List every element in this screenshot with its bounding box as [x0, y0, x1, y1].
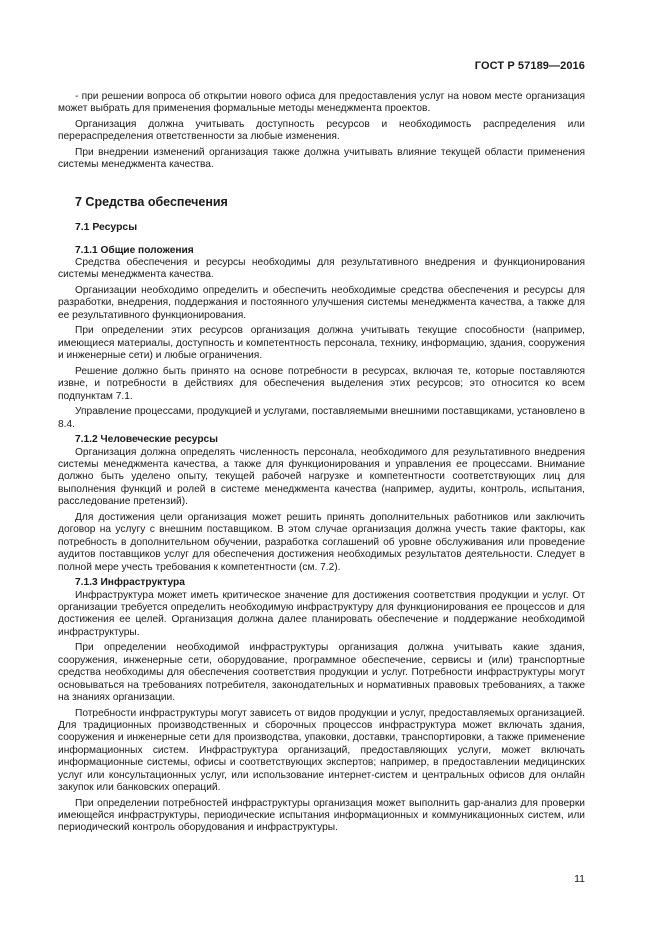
section-7-1-1-heading: 7.1.1 Общие положения — [75, 244, 194, 256]
section-7-1-3-paragraph-3: Потребности инфраструктуры могут зависеть от видов продукции и услуг, предоставляемых организацией. Для традиционных производственных и сборочных процессов инфраструктура может включать здания, сооружения и инженерные сети для производства, упаковки, доставки, транспортировки, а также применение информационных систем. Инфраструктура организаций, предоставляющих услуги, может включать информационные системы, офисы и соответствующих экспертов; например, в предоставлении медицинских услуг или консультационных услуг, или использование интернет-систем и центральных офисов для онлайн закупок или банковских операций. — [58, 707, 585, 793]
page-number: 11 — [574, 873, 585, 885]
section-7-1-2-paragraph-1: Организация должна определять численность персонала, необходимого для результативного внедрения системы менеджмента качества, а также для функционирования и управления ее процессами. Внимание должно быть уделено опыту, текущей рабочей нагрузке и компетентности соответствующих лиц для выполнения функций и ролей в системе менеджмента качества (например, аудиты, контроль, испытания, расследование претензий). — [58, 446, 585, 508]
intro-paragraph-3: При внедрении изменений организация также должна учитывать влияние текущей области применения системы менеджмента качества. — [58, 147, 585, 171]
section-7-1-1-paragraph-4: Решение должно быть принято на основе потребности в ресурсах, включая те, которые поставляются извне, и потребности в действиях для обеспечения выделения этих ресурсов; это относится ко всем подпунктам 7.1. — [58, 365, 585, 402]
section-7-1-2-heading: 7.1.2 Человеческие ресурсы — [75, 434, 218, 446]
section-7-1-heading: 7.1 Ресурсы — [75, 222, 138, 234]
standard-code: ГОСТ Р 57189—2016 — [474, 60, 585, 72]
intro-paragraph-1: - при решении вопроса об открытии нового офиса для предоставления услуг на новом месте организация может выбрать для применения формальные методы менеджмента проектов. — [58, 91, 585, 115]
section-7-1-3-paragraph-4: При определении потребностей инфраструктуры организация может выполнить gap-анализ для проверки имеющейся инфраструктуры, периодические испытания информационных и коммуникационных систем, или периодический контроль оборудования и инфраструктуры. — [58, 797, 585, 834]
section-7-1-1-paragraph-5: Управление процессами, продукцией и услугами, поставляемыми внешними поставщиками, установлено в 8.4. — [58, 406, 585, 430]
section-7-1-1-paragraph-2: Организации необходимо определить и обеспечить необходимые средства обеспечения и ресурсы для разработки, внедрения, поддержания и постоянного улучшения системы менеджмента качества, а также для ее результативного функционирования. — [58, 285, 585, 321]
intro-paragraph-2: Организация должна учитывать доступность ресурсов и необходимость распределения или перераспределения ответственности за любые изменения. — [58, 119, 585, 143]
page-content — [58, 91, 585, 838]
section-7-1-1-paragraph-1: Средства обеспечения и ресурсы необходимы для результативного внедрения и функционирования системы менеджмента качества. — [58, 257, 585, 281]
section-7-1-3-paragraph-1: Инфраструктура может иметь критическое значение для достижения соответствия продукции и услуг. От организации требуется определить необходимую инфраструктуру для функционирования ее процессов и для достижения ее целей. Организация должна далее планировать обеспечение и поддержание необходимой инфраструктуры. — [58, 589, 585, 638]
section-7-1-2-paragraph-2: Для достижения цели организация может решить принять дополнительных работников или заключить договор на услугу с внешним поставщиком. В этом случае организация должна учесть такие факторы, как потребность в дополнительном обучении, разработка соглашений об уровне обслуживания или проведение аудитов поставщиков услуг для обеспечения достижения необходимых результатов деятельности. Следует в полной мере учесть требования к компетентности (см. 7.2). — [58, 511, 585, 573]
section-7-1-3-paragraph-2: При определении необходимой инфраструктуры организация должна учитывать какие здания, сооружения, инженерные сети, оборудование, программное обеспечение, сервисы и (или) транспортные средства необходимы для обеспечения соответствия продукции и услуг. Потребности инфраструктуры могут основываться на требованиях потребителя, законодательных и нормативных правовых требованиях, а также на знаниях организации. — [58, 642, 585, 703]
section-7-1-3-heading: 7.1.3 Инфраструктура — [75, 577, 185, 589]
section-7-heading: 7 Средства обеспечения — [75, 194, 228, 209]
section-7-1-1-paragraph-3: При определении этих ресурсов организация должна учитывать текущие способности (например, имеющиеся материалы, доступность и компетентность персонала, технику, информацию, здания, сооружения и инженерные сети) и любые ограничения. — [58, 325, 585, 362]
